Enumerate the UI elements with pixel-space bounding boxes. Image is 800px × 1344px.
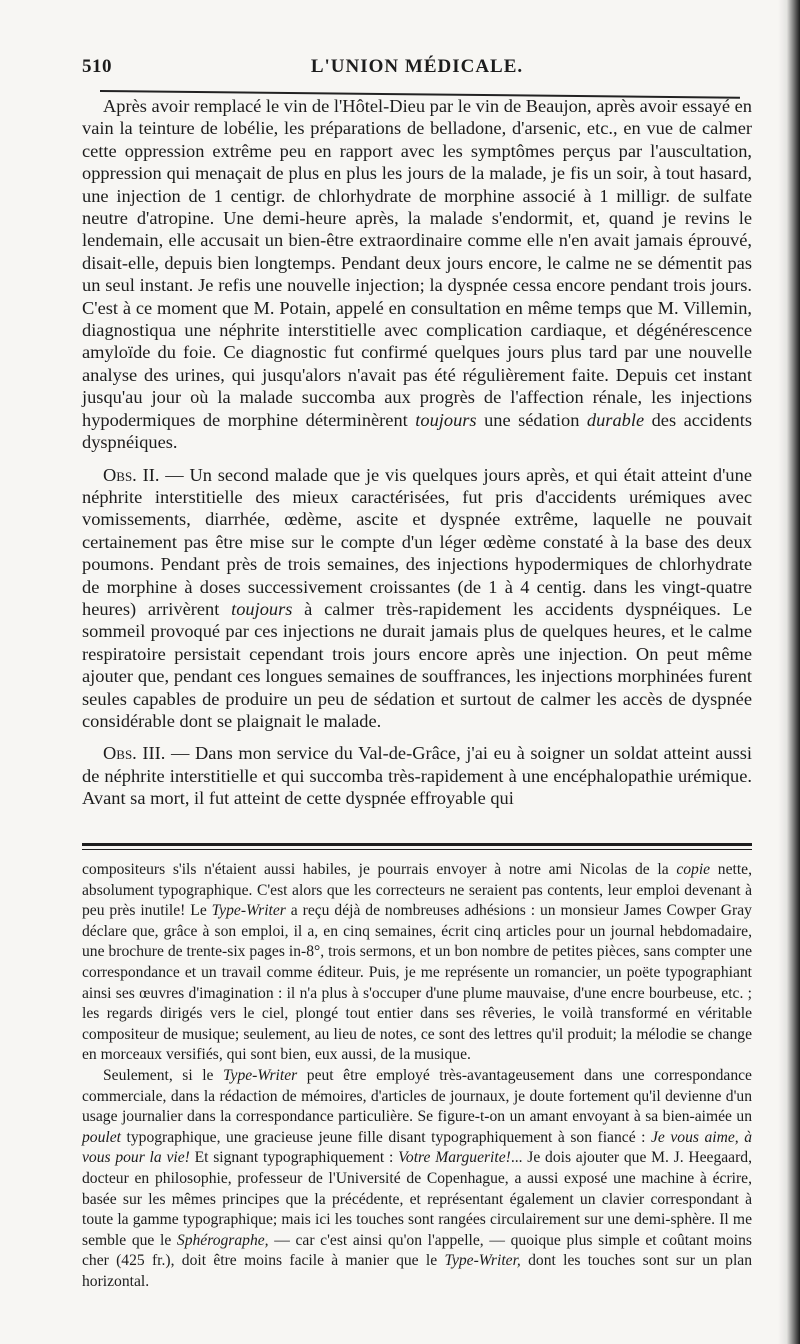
paragraph-obs-iii: Obs. III. — Dans mon service du Val-de-Grâce, j'ai eu à soigner un soldat atteint aussi de néphrite interstitielle et qui succomba très-rapidement à une encéphalopathie urémique. Avant sa mort, il fut atteint de cette dyspnée effroyable qui xyxy=(82,743,752,809)
footnote-separator xyxy=(82,843,752,850)
running-header xyxy=(82,56,752,86)
observation-label: Obs. II. xyxy=(103,464,160,485)
footnote-section xyxy=(82,860,752,1292)
paragraph-obs-i: Après avoir remplacé le vin de l'Hôtel-Dieu par le vin de Beaujon, après avoir essayé en vain la teinture de lobélie, les préparations de belladone, d'arsenic, etc., en vue de calmer cette oppression extrême peu en rapport avec les symptômes perçus par l'auscultation, oppression qui menaçait de plus en plus les jours de la malade, je fis un soir, à tout hasard, une injection de 1 centigr. de chlorhydrate de morphine associé à 1 milligr. de sulfate neutre d'atropine. Une demi-heure après, la malade s'endormit, et, quand je revins le lendemain, elle accusait un bien-être extraordinaire comme elle n'en avait jamais éprouvé, disait-elle, depuis bien longtemps. Pendant deux jours encore, le calme ne se démentit pas un seul instant. Je refis une nouvelle injection; la dyspnée cessa encore pendant trois jours. C'est à ce moment que M. Potain, appelé en consultation en même temps que M. Villemin, diagnostiqua une néphrite interstitielle avec complication cardiaque, et dégénérescence amyloïde du foie. Ce diagnostic fut confirmé quelques jours plus tard par une nouvelle analyse des urines, qui jusqu'alors n'avait pas été régulièrement faite. Depuis cet instant jusqu'au jour où la malade succomba aux progrès de l'affection rénale, les injections hypodermiques de morphine déterminèrent toujours une sédation durable des accidents dyspnéiques. xyxy=(82,96,753,453)
observation-label: Obs. III. xyxy=(103,743,166,764)
footnote-paragraph: compositeurs s'ils n'étaient aussi habiles, je pourrais envoyer à notre ami Nicolas de la copie nette, absolument typographique. C'est alors que les correcteurs ne seraient pas contents, leur emploi devenant à peu près inutile! Le Type-Writer a reçu déjà de nombreuses adhésions : un monsieur James Cowper Gray déclare que, grâce à son emploi, il a, en cinq semaines, écrit cinq articles pour un journal hebdomadaire, une brochure de trente-six pages in-8°, trois sermons, et un bon nombre de petites pièces, sans compter une correspondance et un travail comme éditeur. Puis, je me représente un romancier, un poëte typographiant ainsi ses œuvres d'imagination : il n'a plus à s'occuper d'une plume mauvaise, d'une encre bourbeuse, etc. ; les regards dirigés vers le ciel, plongé tout entier dans ses rêveries, le voilà transformé en véritable compositeur de musique; seulement, au lieu de notes, ce sont des lettres qu'il produit; la mélodie se change en morceaux versifiés, qui sont bien, eux aussi, de la musique. xyxy=(82,861,752,1064)
paragraph-obs-ii: Obs. II. — Un second malade que je vis quelques jours après, et qui était atteint d'une néphrite interstitielle des mieux caractérisées, fut pris d'accidents urémiques avec vomissements, diarrhée, œdème, ascite et dyspnée extrême, laquelle ne pouvait certainement pas être mise sur le compte d'un léger œdème constaté à la base des deux poumons. Pendant près de trois semaines, des injections hypodermiques de chlorhydrate de morphine à doses successivement croissantes (de 1 à 4 centig. dans les vingt-quatre heures) arrivèrent toujours à calmer très-rapidement les accidents dyspnéiques. Le sommeil provoqué par ces injections ne durait jamais plus de quelques heures, et le calme respiratoire persistait cependant trois jours encore après une injection. On peut même ajouter que, pendant ces longues semaines de souffrances, les injections morphinées furent seules capables de produire un peu de sédation et surtout de calmer les accès de dyspnée considérable dont se plaignait le malade. xyxy=(82,464,752,731)
page-number: 510 xyxy=(82,56,112,77)
page-edge-shadow xyxy=(778,0,800,1344)
main-text xyxy=(82,95,752,810)
journal-title: L'UNION MÉDICALE. xyxy=(310,56,524,77)
footnote-paragraph: Seulement, si le Type-Writer peut être employé très-avantageusement dans une correspondance commerciale, dans la rédaction de mémoires, d'articles de journaux, je doute fortement qu'il devienne d'un usage journalier dans la correspondance particulière. Se figure-t-on un amant envoyant à sa bien-aimée un poulet typographique, une gracieuse jeune fille disant typographiquement à son fiancé : Je vous aime, à vous pour la vie! Et signant typographiquement : Votre Marguerite!... Je dois ajouter que M. J. Heegaard, docteur en philosophie, professeur de l'Université de Copenhague, a aussi exposé une machine à écrire, basée sur les mêmes principes que la précédente, et représentant également un clavier correspondant à toute la gamme typographique; mais ici les touches sont rangées circulairement sur une demi-sphère. Il me semble que le Sphérographe, — car c'est ainsi qu'on l'appelle, — quoique plus simple et coûtant moins cher (425 fr.), doit être moins facile à manier que le Type-Writer, dont les touches sont sur un plan horizontal. xyxy=(82,1066,752,1290)
